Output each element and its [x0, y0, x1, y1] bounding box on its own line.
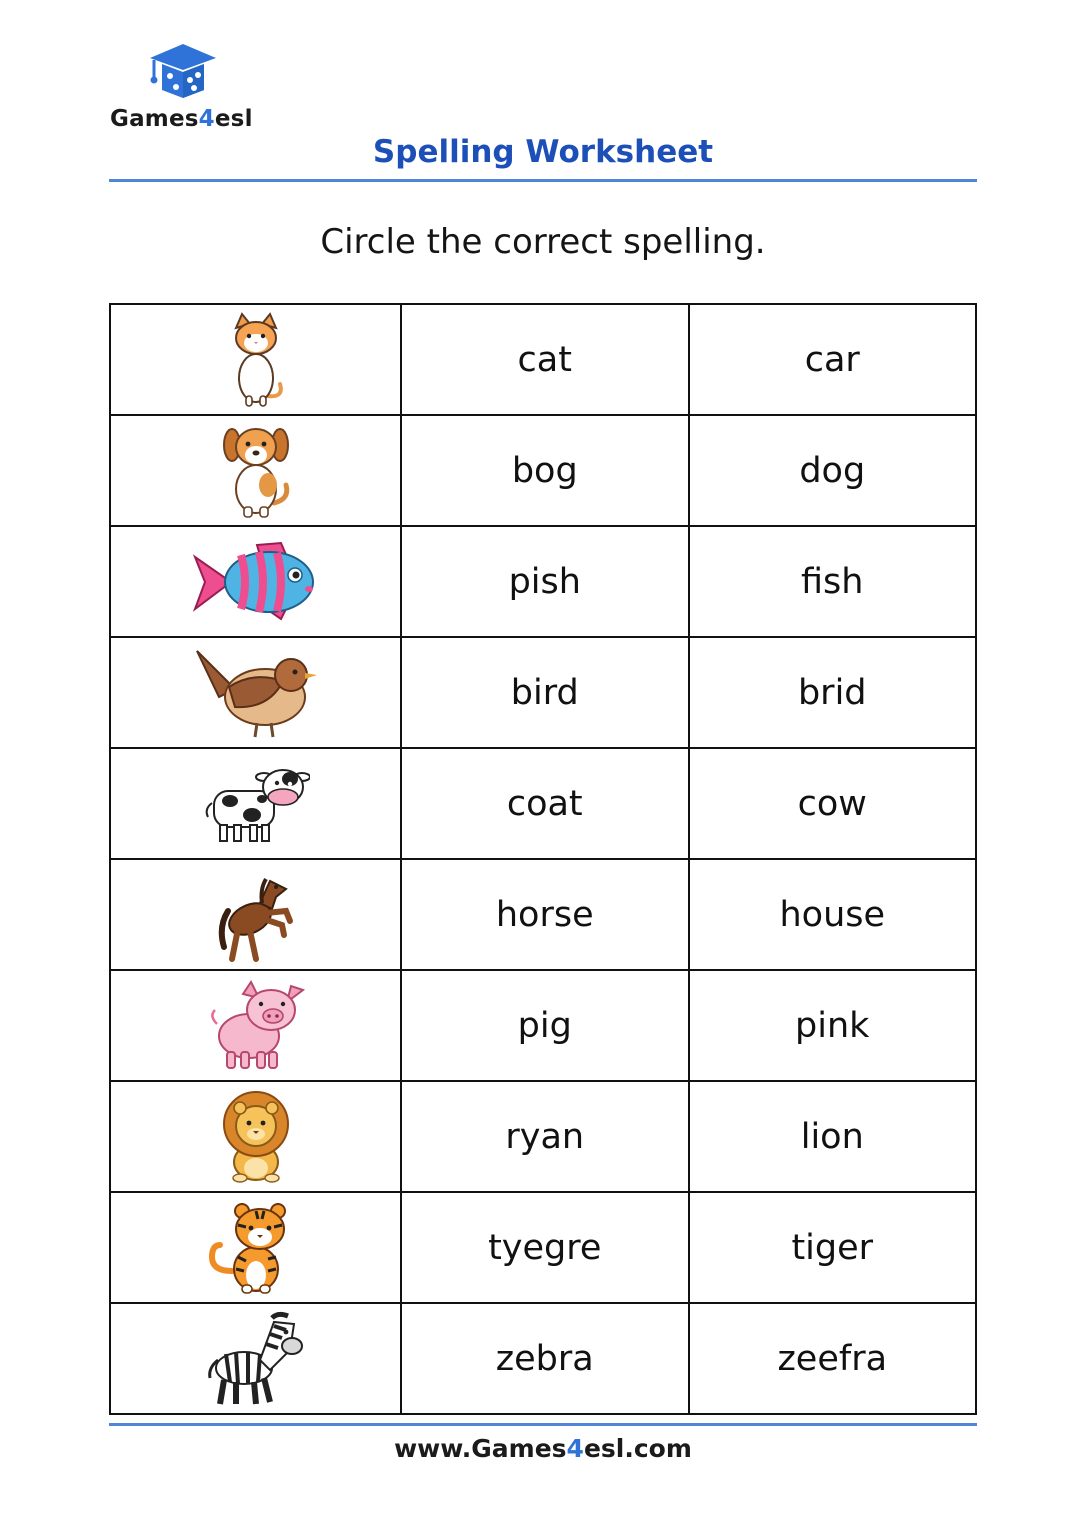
spelling-option-b[interactable]: dog — [689, 415, 977, 526]
brand-logo — [110, 42, 270, 137]
spelling-option-a[interactable]: ryan — [401, 1081, 689, 1192]
animal-picture-cell — [110, 1081, 401, 1192]
animal-picture-cell — [110, 748, 401, 859]
cow-icon — [202, 763, 310, 845]
animal-picture-cell — [110, 637, 401, 748]
dog-icon — [218, 423, 294, 519]
spelling-option-b[interactable]: lion — [689, 1081, 977, 1192]
tiger-icon — [208, 1201, 304, 1295]
animal-picture-cell — [110, 526, 401, 637]
graduation-dice-icon — [148, 42, 218, 100]
table-row — [110, 415, 976, 526]
spelling-option-a[interactable]: zebra — [401, 1303, 689, 1414]
spelling-option-a[interactable]: pish — [401, 526, 689, 637]
spelling-option-a[interactable]: bog — [401, 415, 689, 526]
header-divider — [109, 179, 977, 182]
animal-picture-cell — [110, 304, 401, 415]
spelling-option-b[interactable]: tiger — [689, 1192, 977, 1303]
spelling-table — [109, 303, 977, 1415]
cat-icon — [224, 312, 288, 408]
animal-picture-cell — [110, 1303, 401, 1414]
spelling-option-b[interactable]: cow — [689, 748, 977, 859]
table-row — [110, 859, 976, 970]
spelling-option-b[interactable]: car — [689, 304, 977, 415]
spelling-option-a[interactable]: cat — [401, 304, 689, 415]
table-row — [110, 1192, 976, 1303]
instruction-text: Circle the correct spelling. — [320, 222, 766, 262]
table-row — [110, 970, 976, 1081]
brand-wordmark: Games4esl — [110, 106, 253, 132]
table-row — [110, 1303, 976, 1414]
spelling-option-a[interactable]: coat — [401, 748, 689, 859]
spelling-option-b[interactable]: pink — [689, 970, 977, 1081]
footer-divider — [109, 1423, 977, 1426]
spelling-option-a[interactable]: bird — [401, 637, 689, 748]
animal-picture-cell — [110, 970, 401, 1081]
spelling-option-a[interactable]: pig — [401, 970, 689, 1081]
animal-picture-cell — [110, 1192, 401, 1303]
table-row — [110, 304, 976, 415]
fish-icon — [191, 539, 321, 625]
table-row — [110, 526, 976, 637]
worksheet-title: Spelling Worksheet — [372, 134, 714, 170]
bird-icon — [195, 647, 317, 739]
table-row — [110, 1081, 976, 1192]
table-row — [110, 637, 976, 748]
spelling-option-a[interactable]: horse — [401, 859, 689, 970]
table-row — [110, 748, 976, 859]
zebra-icon — [204, 1310, 308, 1408]
spelling-option-b[interactable]: fish — [689, 526, 977, 637]
spelling-option-a[interactable]: tyegre — [401, 1192, 689, 1303]
spelling-option-b[interactable]: house — [689, 859, 977, 970]
horse-icon — [216, 867, 296, 963]
animal-picture-cell — [110, 859, 401, 970]
lion-icon — [220, 1090, 292, 1184]
spelling-option-b[interactable]: brid — [689, 637, 977, 748]
animal-picture-cell — [110, 415, 401, 526]
pig-icon — [207, 980, 305, 1072]
footer-url[interactable]: www.Games4esl.com — [394, 1434, 692, 1463]
spelling-option-b[interactable]: zeefra — [689, 1303, 977, 1414]
